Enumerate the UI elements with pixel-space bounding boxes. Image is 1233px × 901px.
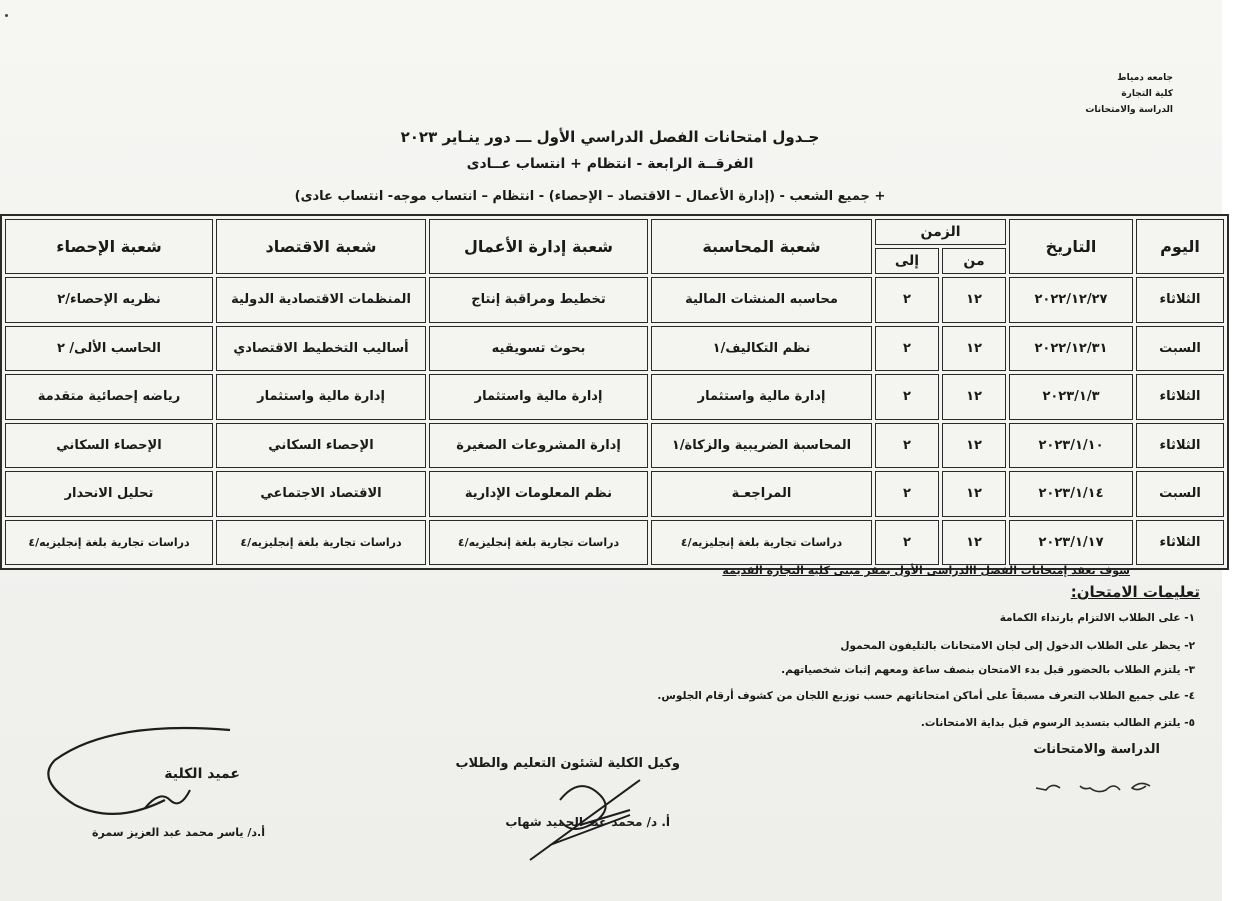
- office-signature: [1020, 772, 1160, 802]
- dean-title: عميد الكلية: [164, 766, 240, 782]
- cell-date: ٢٠٢٢/١٢/٢٧: [1009, 277, 1133, 323]
- header-time: الزمن: [875, 219, 1006, 245]
- cell-statistics: دراسات تجارية بلغة إنجليزيه/٤: [5, 520, 213, 566]
- cell-economics: دراسات تجارية بلغة إنجليزيه/٤: [216, 520, 426, 566]
- instruction-item: ٣- يلتزم الطلاب بالحضور قبل بدء الامتحان بنصف ساعة ومعهم إثبات شخصياتهم.: [781, 664, 1195, 676]
- cell-accounting: نظم التكاليف/١: [651, 326, 872, 372]
- cell-accounting: المحاسبة الضريبية والزكاة/١: [651, 423, 872, 469]
- instruction-item: ٢- يحظر على الطلاب الدخول إلى لجان الامتحانات بالتليفون المحمول: [840, 640, 1195, 652]
- cell-business: نظم المعلومات الإدارية: [429, 471, 648, 517]
- vice-dean-name: أ. د/ محمد عبد الحميد شهاب: [505, 815, 670, 829]
- cell-statistics: نظريه الإحصاء/٢: [5, 277, 213, 323]
- cell-day: السبت: [1136, 471, 1224, 517]
- cell-from: ١٢: [942, 326, 1006, 372]
- cell-statistics: رياضه إحصائية متقدمة: [5, 374, 213, 420]
- cell-business: دراسات تجارية بلغة إنجليزيه/٤: [429, 520, 648, 566]
- header-economics: شعبة الاقتصاد: [216, 219, 426, 274]
- cell-economics: إدارة مالية واستثمار: [216, 374, 426, 420]
- cell-date: ٢٠٢٣/١/١٧: [1009, 520, 1133, 566]
- cell-business: إدارة المشروعات الصغيرة: [429, 423, 648, 469]
- university-name: جامعه دمياط: [1117, 73, 1173, 83]
- cell-to: ٢: [875, 471, 939, 517]
- table-row: [5, 520, 1224, 566]
- cell-to: ٢: [875, 374, 939, 420]
- cell-from: ١٢: [942, 374, 1006, 420]
- cell-day: الثلاثاء: [1136, 423, 1224, 469]
- instruction-item: ٥- يلتزم الطالب بتسديد الرسوم قبل بداية الامتحانات.: [920, 717, 1195, 729]
- cell-statistics: الإحصاء السكاني: [5, 423, 213, 469]
- cell-to: ٢: [875, 277, 939, 323]
- faculty-name: كلية التجارة: [1121, 89, 1173, 99]
- department-name: الدراسة والامتحانات: [1085, 105, 1173, 115]
- cell-date: ٢٠٢٣/١/١٠: [1009, 423, 1133, 469]
- cell-economics: أساليب التخطيط الاقتصادي: [216, 326, 426, 372]
- cell-business: بحوث تسويقيه: [429, 326, 648, 372]
- vice-dean-title: وكيل الكلية لشئون التعليم والطلاب: [455, 756, 680, 771]
- dean-name: أ.د/ ياسر محمد عبد العزيز سمرة: [92, 826, 265, 839]
- cell-business: إدارة مالية واستثمار: [429, 374, 648, 420]
- cell-accounting: دراسات تجارية بلغة إنجليزيه/٤: [651, 520, 872, 566]
- header-accounting: شعبة المحاسبة: [651, 219, 872, 274]
- office-signature-title: الدراسة والامتحانات: [1033, 742, 1160, 757]
- table-row: [5, 471, 1224, 517]
- venue-note: سوف تعقد إمتحانات الفصل االدراسى الأول بمقر مبنى كليه التجارة القديمة: [722, 564, 1130, 577]
- instructions-heading: تعليمات الامتحان:: [1070, 583, 1200, 601]
- cell-economics: الإحصاء السكاني: [216, 423, 426, 469]
- table-row: [5, 374, 1224, 420]
- vice-dean-signature: [520, 770, 660, 865]
- header-statistics: شعبة الإحصاء: [5, 219, 213, 274]
- cell-to: ٢: [875, 423, 939, 469]
- cell-date: ٢٠٢٣/١/١٤: [1009, 471, 1133, 517]
- cell-date: ٢٠٢٢/١٢/٣١: [1009, 326, 1133, 372]
- cell-day: الثلاثاء: [1136, 277, 1224, 323]
- cell-accounting: إدارة مالية واستثمار: [651, 374, 872, 420]
- header-date: التاريخ: [1009, 219, 1133, 274]
- cell-statistics: تحليل الانحدار: [5, 471, 213, 517]
- instruction-item: ١- على الطلاب الالتزام بارتداء الكمامة: [999, 612, 1195, 624]
- cell-day: الثلاثاء: [1136, 374, 1224, 420]
- cell-business: تخطيط ومراقبة إنتاج: [429, 277, 648, 323]
- cell-from: ١٢: [942, 471, 1006, 517]
- cell-to: ٢: [875, 520, 939, 566]
- level-title: الفرقــة الرابعة - انتظام + انتساب عــادى: [466, 156, 754, 172]
- cell-day: الثلاثاء: [1136, 520, 1224, 566]
- exam-schedule-table: [0, 214, 1229, 570]
- cell-from: ١٢: [942, 423, 1006, 469]
- table-row: [5, 326, 1224, 372]
- header-from: من: [942, 248, 1006, 274]
- cell-statistics: الحاسب الألى/ ٢: [5, 326, 213, 372]
- cell-economics: المنظمات الاقتصادية الدولية: [216, 277, 426, 323]
- table-row: [5, 423, 1224, 469]
- cell-from: ١٢: [942, 277, 1006, 323]
- cell-day: السبت: [1136, 326, 1224, 372]
- header-to: إلى: [875, 248, 939, 274]
- cell-accounting: المراجعـة: [651, 471, 872, 517]
- header-day: اليوم: [1136, 219, 1224, 274]
- cell-from: ١٢: [942, 520, 1006, 566]
- cell-economics: الاقتصاد الاجتماعي: [216, 471, 426, 517]
- cell-date: ٢٠٢٣/١/٣: [1009, 374, 1133, 420]
- header-business: شعبة إدارة الأعمال: [429, 219, 648, 274]
- cell-to: ٢: [875, 326, 939, 372]
- cell-accounting: محاسبه المنشات المالية: [651, 277, 872, 323]
- instruction-item: ٤- على جميع الطلاب التعرف مسبقاً على أماكن امتحاناتهم حسب توزيع اللجان من كشوف أرقام الجلوس.: [657, 690, 1195, 702]
- schedule-title: جـدول امتحانات الفصل الدراسي الأول ـــ دور ينـاير ٢٠٢٣: [400, 128, 820, 146]
- institution-header: [1085, 70, 1173, 118]
- table-row: [5, 277, 1224, 323]
- speck: [5, 14, 8, 17]
- branches-title: + جميع الشعب - (إدارة الأعمال – الاقتصاد – الإحصاء) - انتظام – انتساب موجه- انتساب عادى): [294, 189, 886, 204]
